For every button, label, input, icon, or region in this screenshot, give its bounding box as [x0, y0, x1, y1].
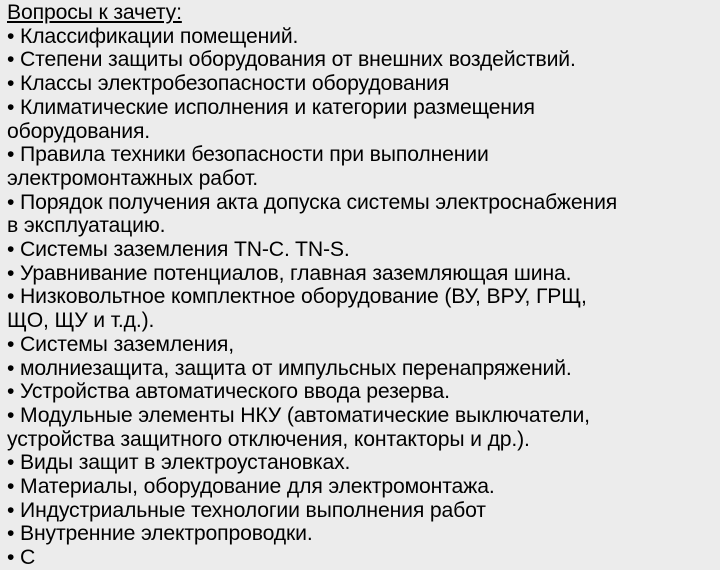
list-line-7: электромонтажных работ.	[7, 166, 258, 190]
questions-list	[7, 1, 713, 570]
list-line-13: ЩО, ЩУ и т.д.).	[7, 309, 155, 333]
list-line-3: • Классы электробезопасности оборудования	[7, 72, 450, 96]
list-line-15: • молниезащита, защита от импульсных перенапряжений.	[7, 356, 572, 380]
list-line-20: • Материалы, оборудование для электромонтажа.	[7, 475, 495, 499]
list-line-5: оборудования.	[7, 119, 151, 143]
list-line-12: • Низковольтное комплектное оборудование (ВУ, ВРУ, ГРЩ,	[7, 285, 587, 309]
list-line-19: • Виды защит в электроустановках.	[7, 451, 351, 475]
list-line-21: • Индустриальные технологии выполнения работ	[7, 498, 486, 522]
list-line-4: • Климатические исполнения и категории размещения	[7, 95, 535, 119]
list-line-6: • Правила техники безопасности при выполнении	[7, 143, 489, 167]
list-line-22: • Внутренние электропроводки.	[7, 522, 313, 546]
cut-off-list-line: • С	[7, 546, 36, 570]
list-line-8: • Порядок получения акта допуска системы электроснабжения	[7, 190, 618, 214]
list-line-2: • Степени защиты оборудования от внешних воздействий.	[7, 48, 576, 72]
list-line-18: устройства защитного отключения, контакторы и др.).	[7, 427, 530, 451]
list-line-16: • Устройства автоматического ввода резерва.	[7, 380, 450, 404]
list-line-9: в эксплуатацию.	[7, 214, 166, 238]
list-line-17: • Модульные элементы НКУ (автоматические выключатели,	[7, 403, 590, 427]
list-line-14: • Системы заземления,	[7, 332, 234, 356]
list-line-1: • Классификации помещений.	[7, 24, 299, 48]
document-title: Вопросы к зачету:	[7, 1, 182, 24]
list-line-10: • Системы заземления TN-C. TN-S.	[7, 238, 350, 262]
list-line-11: • Уравнивание потенциалов, главная заземляющая шина.	[7, 261, 572, 285]
